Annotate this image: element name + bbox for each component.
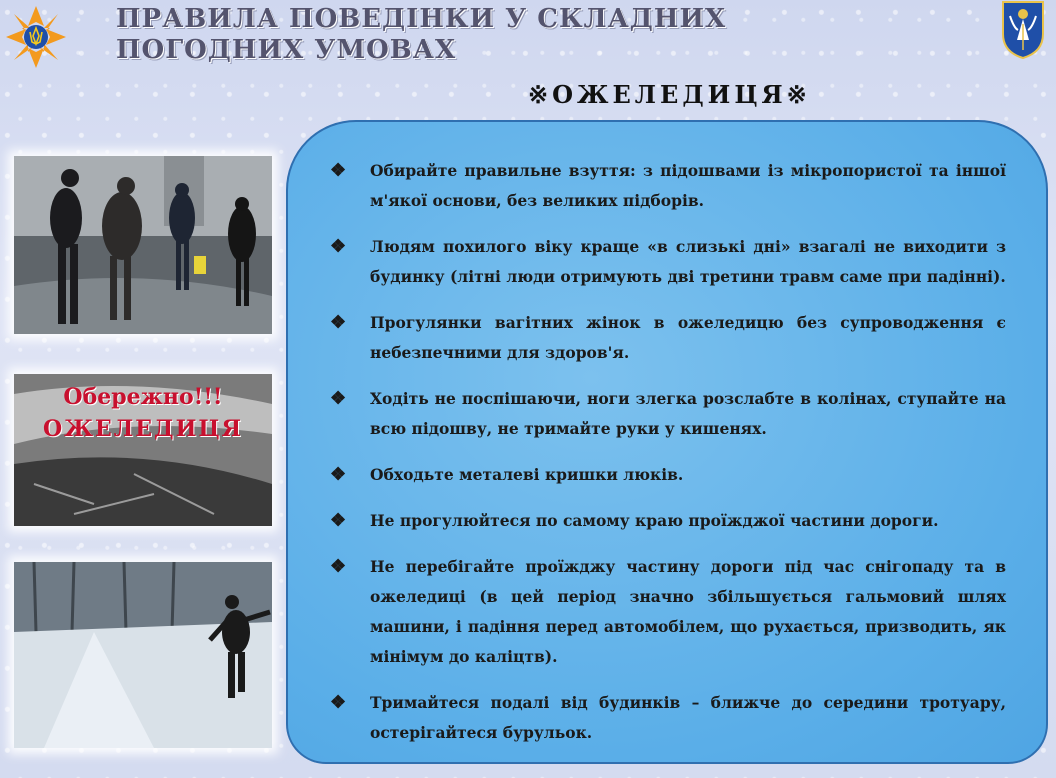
diamond-bullet-icon: ❖ [330,692,347,713]
section-subtitle: ※ОЖЕЛЕДИЦЯ※ [528,80,811,109]
rule-text: Прогулянки вагітних жінок в ожеледицю без супроводження є небезпечними для здоров'я. [370,313,1006,362]
photo-ice-warning [14,374,272,526]
rule-text: Тримайтеся подалі від будинків – ближче до середини тротуару, остерігайтеся бурульок. [370,693,1006,742]
photo-people-illustration [14,156,272,334]
diamond-bullet-icon: ❖ [330,160,347,181]
rule-text: Не перебігайте проїжджу частину дороги під час снігопаду та в ожеледиці (в цей період значно збільшується гальмовий шлях машини, і падіння перед автомобілем, що рухається, призводить, як мінімум до каліцтв). [370,557,1006,666]
rule-text: Не прогулюйтеся по самому краю проїжджої частини дороги. [370,511,939,530]
rule-item [324,308,1006,368]
title-line-2: ПОГОДНИХ УМОВАХ [116,35,457,65]
kyiv-coat-of-arms-icon [1000,0,1046,60]
rule-item [324,156,1006,216]
rule-text: Обходьте металеві кришки люків. [370,465,684,484]
diamond-bullet-icon: ❖ [330,464,347,485]
photo-people-walking-on-ice [14,156,272,334]
rule-item [324,384,1006,444]
rules-panel [286,120,1048,764]
rule-text: Обирайте правильне взуття: з підошвами із мікропористої та іншої м'якої основи, без великих підборів. [370,161,1006,210]
diamond-bullet-icon: ❖ [330,388,347,409]
warning-caution-text: Обережно!!! [63,384,223,410]
rule-item [324,460,1006,490]
rule-item [324,506,1006,536]
title-line-1: ПРАВИЛА ПОВЕДІНКИ У СКЛАДНИХ [116,4,727,34]
warning-ice-text: ОЖЕЛЕДИЦЯ [42,416,244,442]
rule-text: Людям похилого віку краще «в слизькі дні» взагалі не виходити з будинку (літні люди отримують дві третини травм саме при падінні). [370,237,1006,286]
rule-item [324,688,1006,748]
rule-text: Ходіть не поспішаючи, ноги злегка розслабте в колінах, ступайте на всю підошву, не тримайте руки у кишенях. [370,389,1006,438]
photo-man-slipping [14,562,272,748]
photo-man-illustration [14,562,272,748]
rule-item [324,552,1006,672]
diamond-bullet-icon: ❖ [330,312,347,333]
diamond-bullet-icon: ❖ [330,510,347,531]
dsns-emblem-icon [4,4,68,70]
diamond-bullet-icon: ❖ [330,236,347,257]
rules-list [324,156,1006,748]
diamond-bullet-icon: ❖ [330,556,347,577]
rule-item [324,232,1006,292]
page-title [116,4,726,66]
